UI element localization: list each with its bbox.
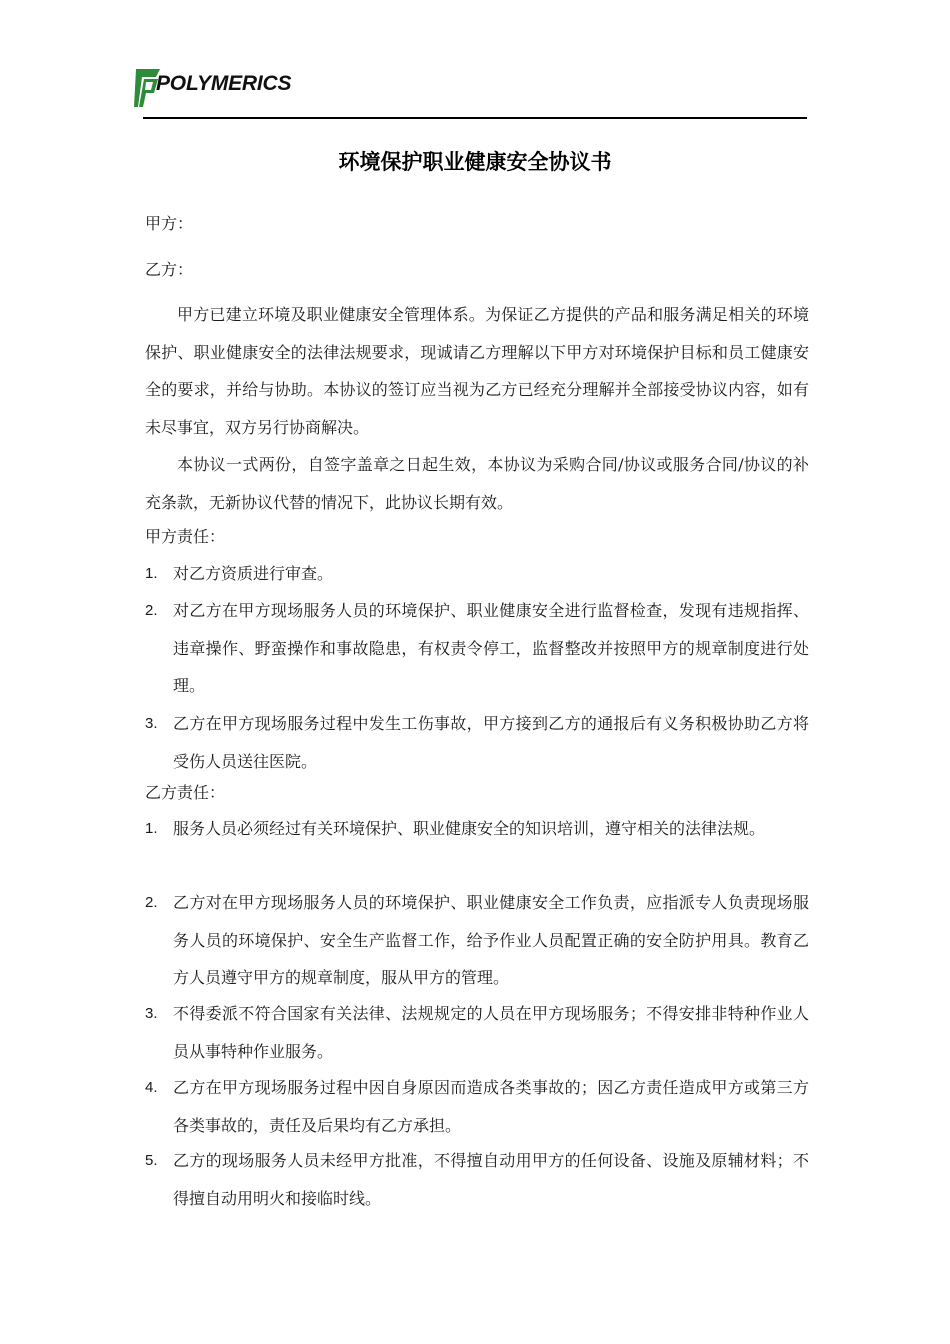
intro-paragraph: 本协议一式两份，自签字盖章之日起生效，本协议为采购合同/协议或服务合同/协议的补充条款，无新协议代替的情况下，此协议长期有效。 bbox=[145, 455, 809, 512]
list-item bbox=[145, 884, 809, 997]
header-divider bbox=[143, 117, 807, 119]
list-text: 乙方在甲方现场服务过程中发生工伤事故，甲方接到乙方的通报后有义务积极协助乙方将受伤人员送往医院。 bbox=[173, 714, 809, 771]
list-text: 乙方对在甲方现场服务人员的环境保护、职业健康安全工作负责，应指派专人负责现场服务人员的环境保护、安全生产监督工作，给予作业人员配置正确的安全防护用具。教育乙方人员遵守甲方的规章制度，服从甲方的管理。 bbox=[173, 893, 809, 988]
list-text: 乙方的现场服务人员未经甲方批准，不得擅自动用甲方的任何设备、设施及原辅材料；不得擅自动用明火和接临时线。 bbox=[173, 1151, 809, 1208]
list-number: 4. bbox=[145, 1079, 158, 1096]
list-item bbox=[145, 995, 809, 1070]
intro-paragraph: 甲方已建立环境及职业健康安全管理体系。为保证乙方提供的产品和服务满足相关的环境保护、职业健康安全的法律法规要求，现诚请乙方理解以下甲方对环境保护目标和员工健康安全的要求，并给与协助。本协议的签订应当视为乙方已经充分理解并全部接受协议内容，如有未尽事宜，双方另行协商解决。 bbox=[145, 305, 809, 437]
list-text: 服务人员必须经过有关环境保护、职业健康安全的知识培训，遵守相关的法律法规。 bbox=[173, 819, 766, 838]
section-heading-party-b: 乙方责任： bbox=[145, 783, 226, 802]
list-text: 乙方在甲方现场服务过程中因自身原因而造成各类事故的；因乙方责任造成甲方或第三方各类事故的，责任及后果均有乙方承担。 bbox=[173, 1078, 809, 1135]
list-item bbox=[145, 555, 809, 593]
party-a-label: 甲方： bbox=[145, 214, 194, 233]
list-number: 1. bbox=[145, 565, 158, 582]
list-text: 不得委派不符合国家有关法律、法规规定的人员在甲方现场服务；不得安排非特种作业人员从事特种作业服务。 bbox=[173, 1004, 809, 1061]
section-heading-party-a: 甲方责任： bbox=[145, 527, 226, 546]
list-item bbox=[145, 1069, 809, 1144]
list-number: 2. bbox=[145, 894, 158, 911]
list-text: 对乙方在甲方现场服务人员的环境保护、职业健康安全进行监督检查，发现有违规指挥、违章操作、野蛮操作和事故隐患，有权责令停工，监督整改并按照甲方的规章制度进行处理。 bbox=[173, 601, 809, 696]
list-number: 3. bbox=[145, 715, 158, 732]
list-number: 2. bbox=[145, 602, 158, 619]
list-item bbox=[145, 592, 809, 705]
logo-wordmark: POLYMERICS bbox=[156, 72, 292, 95]
list-number: 1. bbox=[145, 820, 158, 837]
list-item bbox=[145, 810, 809, 848]
list-text: 对乙方资质进行审查。 bbox=[173, 564, 334, 583]
list-item bbox=[145, 1142, 809, 1217]
document-title: 环境保护职业健康安全协议书 bbox=[338, 149, 612, 174]
party-b-label: 乙方： bbox=[145, 260, 194, 279]
company-logo bbox=[134, 68, 291, 108]
list-item bbox=[145, 705, 809, 780]
list-number: 5. bbox=[145, 1152, 158, 1169]
list-number: 3. bbox=[145, 1005, 158, 1022]
